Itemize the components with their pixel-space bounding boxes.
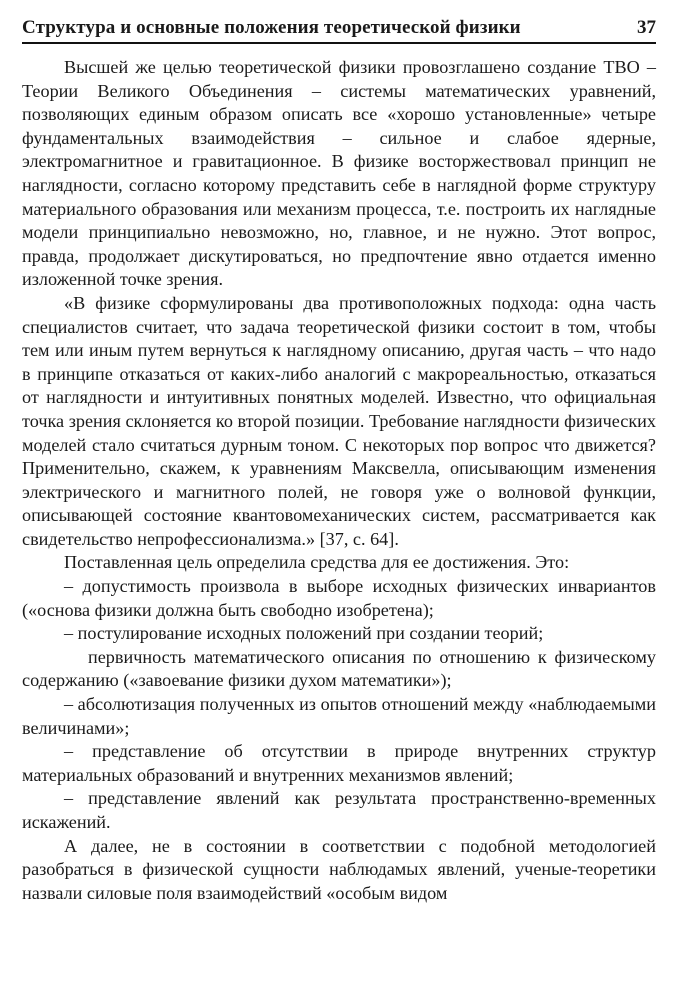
text-body <box>22 56 656 905</box>
list-item: – допустимость произвола в выборе исходных физических инвариантов («основа физики должна быть свободно изобретена); <box>22 576 656 620</box>
list-item: – представление явлений как результата пространственно-временных искажений. <box>22 788 656 832</box>
list-item: – абсолютизация полученных из опытов отношений между «наблюдаемыми величинами»; <box>22 694 656 738</box>
paragraph: А далее, не в состоянии в соответствии с подобной методологией разобраться в физической сущности наблюдамых явлений, ученые-теоретики назвали силовые поля взаимодействий «особым видом <box>22 835 656 903</box>
page-number: 37 <box>637 17 656 38</box>
list-item: – представление об отсутствии в природе внутренних структур материальных образований и внутренних механизмов явлений; <box>22 741 656 785</box>
list-item: первичность математического описания по отношению к физическому содержанию («завоевание физики духом математики»); <box>22 646 656 691</box>
quote-paragraph: «В физике сформулированы два противоположных подхода: одна часть специалистов считает, что задача теоретической физики состоит в том, чтобы тем или иным путем вернуться к наглядному описанию, другая часть – что надо в принципе отказаться от каких-либо аналогий с макрореальностью, отказаться от наглядности и интуитивных понятных моделей. Известно, что официальная точка зрения склоняется ко второй позиции. Требование наглядности физических моделей стало считаться дурным тоном. С некоторых пор вопрос что движется? Применительно, скажем, к уравнениям Максвелла, описывающим изменения электрического и магнитного полей, не говоря уже о волновой функции, описывающей состояние квантовомеханических систем, рассматривается как свидетельство непрофессионализма.» [37, с. 64]. <box>22 292 656 549</box>
list-item: – постулирование исходных положений при создании теорий; <box>64 623 544 644</box>
paragraph: Поставленная цель определила средства для ее достижения. Это: <box>64 552 570 573</box>
paragraph: Высшей же целью теоретической физики провозглашено создание ТВО – Теории Великого Объединения – системы математических уравнений, позволяющих единым образом описать все «хорошо установленные» четыре фундаментальных взаимодействия – сильное и слабое ядерные, электромагнитное и гравитационное. В физике восторжествовал принцип не наглядности, согласно которому представить себе в наглядной форме структуру материального образования или механизм процесса, т.е. построить их наглядные модели принципиально невозможно, но, главное, и не нужно. Этот вопрос, правда, продолжает дискутироваться, но предпочтение явно отдается именно изложенной точке зрения. <box>22 57 656 290</box>
running-header <box>22 12 656 44</box>
running-title: Структура и основные положения теоретической физики <box>22 17 521 38</box>
